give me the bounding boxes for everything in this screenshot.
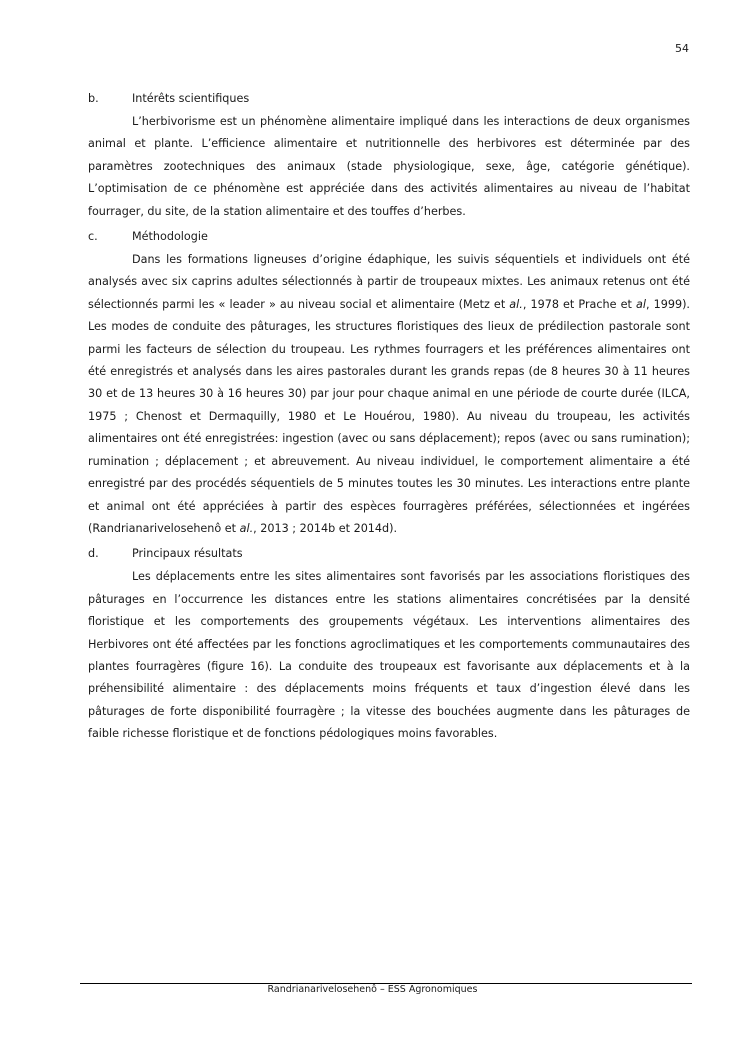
section-letter: d. — [88, 547, 99, 561]
italic-run: al. — [239, 521, 254, 535]
text-run: , 2013 ; 2014b et 2014d). — [253, 521, 398, 535]
paragraph: L’herbivorisme est un phénomène alimentaire impliqué dans les interactions de deux organismes animal et plante. L’efficience alimentaire et nutritionnelle des herbivores est déterminée par des paramètres zootechniques des animaux (stade physiologique, sexe, âge, catégorie génétique). L’optimisation de ce phénomène est appréciée dans des activités alimentaires au niveau de l’habitat fourrager, du site, de la station alimentaire et des touffes d’herbes. — [88, 115, 690, 218]
text-run: Dans les formations ligneuses d’origine édaphique, les suivis séquentiels et individuels ont été analysés avec six caprins adultes sélectionnés à partir de troupeaux mixtes. Les animaux retenus ont été sélectionnés parmi les « leader » au niveau social et alimentaire (Metz et — [88, 253, 690, 311]
section-heading-c — [88, 226, 690, 248]
section-heading-b — [88, 88, 690, 110]
document-body — [88, 88, 690, 747]
footer: Randrianarivelosehenô – ESS Agronomiques — [267, 984, 478, 995]
text-run: , 1978 et Prache et — [522, 297, 636, 311]
section-title: Intérêts scientifiques — [132, 92, 250, 105]
section-title: Méthodologie — [132, 230, 208, 244]
text-run: , 1999). Les modes de conduite des pâturages, les structures floristiques des lieux de prédilection pastorale sont parmi les facteurs de sélection du troupeau. Les rythmes fourragers et les préférences alimentaires ont été enregistrés et analysés dans les aires pastorales durant les grands repas (de 8 heures 30 à 11 heures 30 et de 13 heures 30 à 16 heures 30) par jour pour chaque animal en une période de courte durée (ILCA, 1975 ; Chenost et Dermaquilly, 1980 et Le Houérou, 1980). Au niveau du troupeau, les activités alimentaires ont été enregistrées: ingestion (avec ou sans déplacement); repos (avec ou sans rumination); rumination ; déplacement ; et abreuvement. Au niveau individuel, le comportement alimentaire a été enregistré par des procédés séquentiels de 5 minutes toutes les 30 minutes. Les interactions entre plante et animal ont été appréciées à partir des espèces fourragères préférées, sélectionnées et ingérées (Randrianarivelosehenô et — [88, 297, 690, 535]
section-title: Principaux résultats — [132, 547, 243, 561]
section-letter: c. — [88, 230, 98, 244]
section-letter: b. — [88, 92, 99, 105]
italic-run: al — [635, 297, 646, 311]
page-number: 54 — [675, 42, 689, 55]
italic-run: al. — [509, 297, 523, 311]
paragraph — [88, 249, 690, 540]
section-heading-d — [88, 543, 690, 565]
paragraph: Les déplacements entre les sites alimentaires sont favorisés par les associations floristiques des pâturages en l’occurrence les distances entre les stations alimentaires concrétisées par la densité floristique et les comportements des groupements végétaux. Les interventions alimentaires des Herbivores ont été affectées par les fonctions agroclimatiques et les comportements communautaires des plantes fourragères (figure 16). La conduite des troupeaux est favorisante aux déplacements et à la préhensibilité alimentaire : des déplacements moins fréquents et taux d’ingestion élevé dans les pâturages de forte disponibilité fourragère ; la vitesse des bouchées augmente dans les pâturages de faible richesse floristique et de fonctions pédologiques moins favorables. — [88, 570, 690, 741]
